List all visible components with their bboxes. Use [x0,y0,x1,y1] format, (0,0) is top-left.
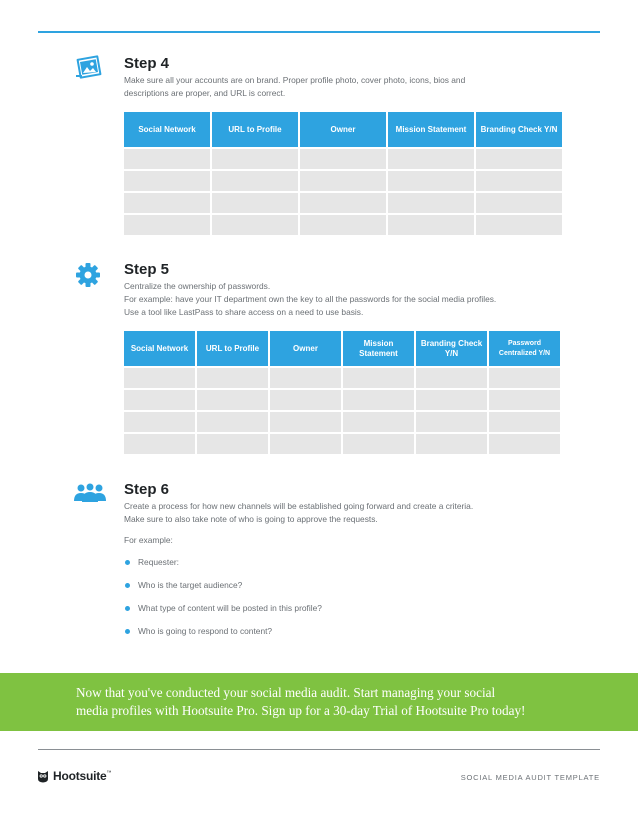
table-row [124,390,560,410]
col-header-social-network: Social Network [124,112,210,147]
people-icon [73,482,107,502]
step-5-description [124,280,562,319]
table-row [124,193,562,213]
brand-name: Hootsuite [53,769,107,783]
table-cell[interactable] [124,215,210,235]
table-cell[interactable] [489,368,560,388]
table-cell[interactable] [416,434,487,454]
table-row [124,149,562,169]
table-cell[interactable] [197,390,268,410]
trademark: ™ [106,770,112,776]
list-item: Who is the target audience? [124,579,473,602]
footer-label: SOCIAL MEDIA AUDIT TEMPLATE [460,773,600,782]
col-header-mission: Mission Statement [388,112,474,147]
table-row [124,412,560,432]
cta-banner-line: Now that you've conducted your social media audit. Start managing your social [76,685,496,700]
step-6-desc-line: Create a process for how new channels will be established going forward and create a criteria. [124,501,474,511]
example-label: For example: [124,535,173,545]
step-6 [124,481,473,648]
col-header-social-network: Social Network [124,331,195,366]
table-cell[interactable] [197,412,268,432]
col-header-url: URL to Profile [212,112,298,147]
table-cell[interactable] [416,368,487,388]
table-cell[interactable] [270,368,341,388]
col-header-owner: Owner [270,331,341,366]
table-cell[interactable] [270,412,341,432]
criteria-list [124,556,473,648]
table-cell[interactable] [197,434,268,454]
table-cell[interactable] [343,412,414,432]
step-4-title: Step 4 [124,55,170,72]
table-cell[interactable] [124,390,195,410]
step-5-desc-line: For example: have your IT department own the key to all the passwords for the social media profiles. [124,294,497,304]
cta-banner-line: media profiles with Hootsuite Pro. Sign up for a 30-day Trial of Hootsuite Pro today! [76,703,526,718]
table-row [124,434,560,454]
step-6-description [124,500,473,526]
list-item: What type of content will be posted in this profile? [124,602,473,625]
step-5-title: Step 5 [124,261,170,278]
col-header-owner: Owner [300,112,386,147]
table-cell[interactable] [212,193,298,213]
step-4 [124,55,564,237]
table-cell[interactable] [343,434,414,454]
photo-icon [74,55,104,83]
owl-icon [37,770,49,783]
step-6-desc-line: Make sure to also take note of who is going to approve the requests. [124,514,378,524]
table-cell[interactable] [388,171,474,191]
top-rule [38,31,600,33]
table-cell[interactable] [416,412,487,432]
cta-banner [0,673,638,731]
table-cell[interactable] [300,215,386,235]
table-row [124,368,560,388]
table-cell[interactable] [476,215,562,235]
table-cell[interactable] [489,390,560,410]
table-cell[interactable] [300,149,386,169]
hootsuite-logo [37,769,112,783]
bottom-rule [38,749,600,750]
table-cell[interactable] [476,149,562,169]
step-5 [124,261,562,456]
col-header-mission: Mission Statement [343,331,414,366]
col-header-branding: Branding Check Y/N [416,331,487,366]
table-cell[interactable] [476,193,562,213]
step-4-description [124,74,564,100]
table-cell[interactable] [197,368,268,388]
table-cell[interactable] [476,171,562,191]
table-cell[interactable] [343,390,414,410]
table-row [124,171,562,191]
table-cell[interactable] [489,434,560,454]
table-cell[interactable] [489,412,560,432]
table-cell[interactable] [124,193,210,213]
table-cell[interactable] [270,390,341,410]
table-cell[interactable] [212,149,298,169]
table-cell[interactable] [124,368,195,388]
gear-icon [75,262,101,288]
table-cell[interactable] [270,434,341,454]
step-5-desc-line: Use a tool like LastPass to share access on a need to use basis. [124,307,364,317]
table-cell[interactable] [388,149,474,169]
col-header-url: URL to Profile [197,331,268,366]
table-cell[interactable] [212,215,298,235]
col-header-password: Password Centralized Y/N [489,331,560,366]
table-cell[interactable] [124,434,195,454]
table-cell[interactable] [388,215,474,235]
step-4-desc-line: Make sure all your accounts are on brand. Proper profile photo, cover photo, icons, bios and [124,75,466,85]
table-cell[interactable] [124,412,195,432]
table-cell[interactable] [300,193,386,213]
table-cell[interactable] [416,390,487,410]
col-header-branding: Branding Check Y/N [476,112,562,147]
table-cell[interactable] [124,149,210,169]
step-4-table [122,110,564,237]
table-cell[interactable] [388,193,474,213]
list-item: Requester: [124,556,473,579]
table-cell[interactable] [124,171,210,191]
table-cell[interactable] [300,171,386,191]
table-row [124,215,562,235]
step-5-desc-line: Centralize the ownership of passwords. [124,281,271,291]
step-4-desc-line: descriptions are proper, and URL is correct. [124,88,286,98]
list-item: Who is going to respond to content? [124,625,473,648]
step-6-title: Step 6 [124,481,170,498]
table-cell[interactable] [343,368,414,388]
step-5-table [122,329,562,456]
table-cell[interactable] [212,171,298,191]
